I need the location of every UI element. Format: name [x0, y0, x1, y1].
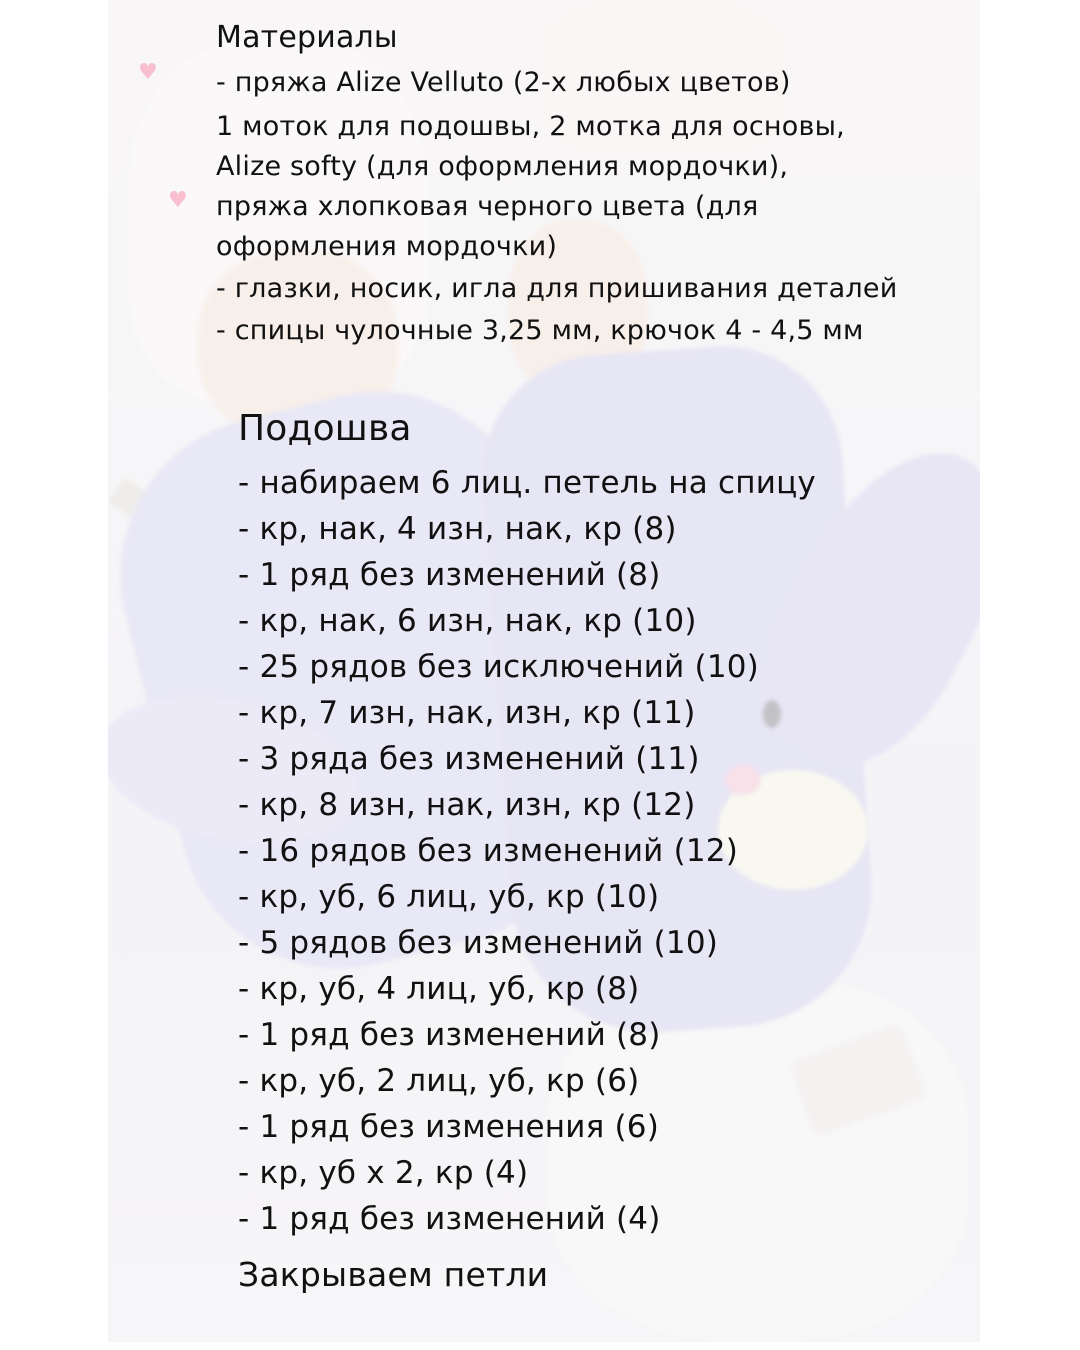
- materials-line: Alize softy (для оформления мордочки),: [216, 151, 789, 182]
- materials-line: - спицы чулочные 3,25 мм, крючок 4 - 4,5 мм: [216, 315, 864, 346]
- sole-step: - 25 рядов без исключений (10): [238, 649, 759, 685]
- sole-step: - 1 ряд без изменений (8): [238, 1017, 661, 1053]
- sole-step: - 1 ряд без изменений (8): [238, 557, 661, 593]
- sole-step: - 1 ряд без изменения (6): [238, 1109, 660, 1145]
- sole-step: - кр, уб, 4 лиц, уб, кр (8): [238, 971, 640, 1007]
- sole-step: - кр, 7 изн, нак, изн, кр (11): [238, 695, 696, 731]
- heart-icon: ♥: [138, 60, 158, 85]
- materials-line: - глазки, носик, игла для пришивания деталей: [216, 273, 898, 304]
- sole-step: - кр, нак, 4 изн, нак, кр (8): [238, 511, 677, 547]
- sole-step: - 16 рядов без изменений (12): [238, 833, 738, 869]
- materials-line: - пряжа Alize Velluto (2-х любых цветов): [216, 67, 791, 98]
- sole-step: - кр, нак, 6 изн, нак, кр (10): [238, 603, 697, 639]
- sole-step: - 3 ряда без изменений (11): [238, 741, 700, 777]
- sole-step: - кр, уб, 6 лиц, уб, кр (10): [238, 879, 660, 915]
- materials-line: 1 моток для подошвы, 2 мотка для основы,: [216, 111, 845, 142]
- materials-title: Материалы: [216, 20, 398, 55]
- sole-step: - кр, 8 изн, нак, изн, кр (12): [238, 787, 696, 823]
- sole-title: Подошва: [238, 408, 412, 449]
- sole-step: - 5 рядов без изменений (10): [238, 925, 719, 961]
- sole-step: - кр, уб x 2, кр (4): [238, 1155, 529, 1191]
- sole-step: - кр, уб, 2 лиц, уб, кр (6): [238, 1063, 640, 1099]
- heart-icon: ♥: [168, 188, 188, 213]
- materials-line: пряжа хлопковая черного цвета (для: [216, 191, 759, 222]
- materials-line: оформления мордочки): [216, 231, 558, 262]
- sole-step: - набираем 6 лиц. петель на спицу: [238, 465, 816, 501]
- sole-step: - 1 ряд без изменений (4): [238, 1201, 661, 1237]
- closing-step: Закрываем петли: [238, 1255, 549, 1294]
